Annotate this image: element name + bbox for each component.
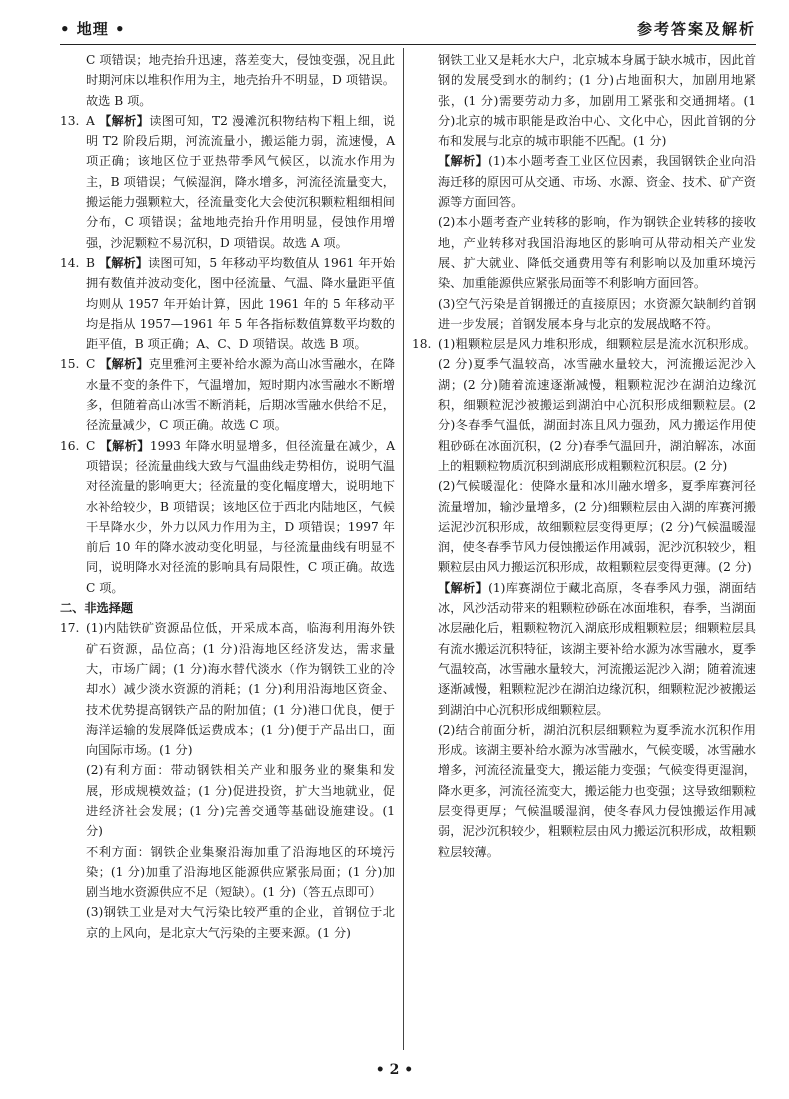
answer-item (60, 111, 395, 253)
section-heading: 二、非选择题 (60, 601, 134, 616)
question-number: 13. (60, 113, 80, 128)
answer-letter: C (86, 357, 96, 372)
question-number: 15. (60, 357, 80, 372)
question-number: 14. (60, 255, 80, 270)
analysis-tag: 【解析】 (99, 357, 149, 372)
left-column (60, 50, 395, 943)
question-number: 17. (60, 621, 80, 636)
analysis-tag: 【解析】 (99, 438, 150, 453)
answer-paragraph: (2)有利方面：带动钢铁相关产业和服务业的聚集和发展，形成规模效益；(1 分)促进投资，扩大当地就业，促进经济社会发展；(1 分)完善交通等基础设施建设。(1 分) (86, 763, 395, 839)
answer-paragraph: (2)结合前面分析，湖泊沉积层细颗粒为夏季流水沉积作用形成。该湖主要补给水源为冰雪融水，气候变暖，冰雪融水增多，河流径流量变大，搬运能力变强；气候变得更湿润，降水更多，河流径流变大，搬运能力也变强；这导致细颗粒层变得更厚；气候温暖湿润，使冬春风力侵蚀搬运作用减弱，泥沙沉积较少，粗颗粒层由风力搬运沉积形成，故粗颗粒层较薄。 (438, 722, 756, 859)
question-number: 18. (412, 337, 432, 352)
answer-text: (1)内陆铁矿资源品位低，开采成本高，临海利用海外铁矿石资源，品位高；(1 分)沿海地区经济发达，需求量大，市场广阔；(1 分)海水替代淡水（作为钢铁工业的冷却水）减少淡水资源的消耗；(1 分)利用沿海地区资金、技术优势提高钢铁产品的附加值；(1 分)港口优良，便于海洋运输的发展降低运费成本；(1 分)便于产品出口，面向国际市场。(1 分) (86, 621, 395, 758)
answer-letter: A (86, 113, 95, 128)
answer-item (412, 334, 756, 476)
analysis-tag: 【解析】 (438, 580, 489, 595)
answer-text: 克里雅河主要补给水源为高山冰雪融水，在降水量不变的条件下，气温增加，短时期内冰雪融水不断增多，但随着高山冰雪不断消耗，后期冰雪融水供给不足，径流量减少，C 项正确。故选 C 项。 (86, 357, 396, 433)
answer-paragraph: (2)气候暖湿化：使降水量和冰川融水增多，夏季库赛河径流量增加，输沙量增多，(2 分)细颗粒层由入湖的库赛河搬运泥沙沉积形成，故细颗粒层变得更厚；(2 分)气候温暖湿润，使冬春季节风力侵蚀搬运作用减弱，泥沙沉积较少，粗颗粒层由风力搬运沉积形成，故粗颗粒层变得更薄。(2 分) (438, 479, 756, 575)
header-rule (60, 44, 756, 45)
analysis-tag: 【解析】 (98, 255, 149, 270)
page-header (60, 14, 756, 42)
question-number: 16. (60, 438, 80, 453)
answer-paragraph: (2)本小题考查产业转移的影响，作为钢铁企业转移的接收地，产业转移对我国沿海地区的影响可从带动相关产业发展、扩大就业、降低交通费用等有利影响以及加重环境污染、加重能源供应紧张局面等不利影响方面回答。 (438, 215, 756, 291)
answer-letter: B (86, 255, 95, 270)
answer-item (60, 436, 395, 598)
continued-text: C 项错误；地壳抬升迅速，落差变大，侵蚀变强，况且此时期河床以堆积作用为主，地壳抬升不明显，D 项错误。故选 B 项。 (86, 53, 395, 108)
right-column (412, 50, 756, 862)
answer-item (60, 354, 395, 435)
analysis-tag: 【解析】 (99, 113, 150, 128)
column-divider (403, 48, 404, 1050)
answer-paragraph: 不利方面：钢铁企业集聚沿海加重了沿海地区的环境污染；(1 分)加重了沿海地区能源供应紧张局面；(1 分)加剧当地水资源供应不足（短缺）。(1 分)（答五点即可） (86, 844, 395, 900)
section-title: 参考答案及解析 (636, 20, 756, 38)
analysis-paragraph (412, 578, 756, 720)
answer-item (60, 253, 395, 354)
answer-text: (1)粗颗粒层是风力堆积形成，细颗粒层是流水沉积形成。(2 分)夏季气温较高，冰雪融水量较大，河流搬运泥沙入湖；(2 分)随着流速逐渐减慢，粗颗粒泥沙在湖泊边缘沉积，细颗粒泥沙被搬运到湖泊中心沉积形成细颗粒层。(2 分)冬春季气温低，湖面封冻且风力强劲，风力搬运作用使粗砂砾在冰面沉积，(2 分)春季气温回升，湖泊解冻，冰面上的粗颗粒物质沉积到湖底形成粗颗粒沉积层。(2 分) (438, 337, 756, 473)
page-number: • 2 • (375, 1062, 414, 1078)
answer-text: 读图可知，T2 漫滩沉积物结构下粗上细，说明 T2 阶段后期，河流流量小，搬运能力弱，流速慢，A 项正确；该地区位于亚热带季风气候区，以流水作用为主，B 项错误；气候湿润，降水增多，河流径流量变大，搬运能力强颗粒大，径流量变化大会使沉积颗粒粗细相间分布，C 项错误；盆地地壳抬升作用明显，侵蚀作用增强，沙泥颗粒不易沉积，D 项错误。故选 A 项。 (86, 113, 396, 250)
answer-text: 1993 年降水明显增多，但径流量在减少，A 项错误；径流量曲线大致与气温曲线走势相仿，说明气温对径流量的影响更大；径流量的变化幅度增大，说明地下水补给较少，B 项错误；该地区位于西北内陆地区，气候干旱降水少，外力以风力作用为主，D 项错误；1997 年前后 10 年的降水波动变化明显，与径流量曲线有明显不同，说明降水对径流的影响具有局限性，C 项正确。故选 C 项。 (86, 438, 396, 595)
answer-letter: C (86, 438, 96, 453)
analysis-paragraph (412, 151, 756, 212)
answer-paragraph: (3)钢铁工业是对大气污染比较严重的企业，首钢位于北京的上风向，是北京大气污染的主要来源。(1 分) (86, 905, 395, 940)
answer-paragraph: (3)空气污染是首钢搬迁的直接原因；水资源欠缺制约首钢进一步发展；首钢发展本身与北京的发展战略不符。 (438, 296, 756, 331)
analysis-text: (1)库赛湖位于藏北高原，冬春季风力强，湖面结冰，风沙活动带来的粗颗粒砂砾在冰面堆积，春季，当湖面冰层融化后，粗颗粒物沉入湖底形成粗颗粒层；细颗粒层具有流水搬运沉积特征，该湖主要补给水源为冰雪融水，夏季气温较高，冰雪融水量较大，河流搬运泥沙入湖；随着流速逐渐减慢，粗颗粒泥沙在湖泊边缘沉积，细颗粒泥沙被搬运到湖泊中心沉积形成细颗粒层。 (438, 580, 757, 717)
analysis-text: (1)本小题考查工业区位因素，我国钢铁企业向沿海迁移的原因可从交通、市场、水源、资金、技术、矿产资源等方面回答。 (438, 154, 757, 210)
answer-paragraph: 钢铁工业又是耗水大户，北京城本身属于缺水城市，因此首钢的发展受到水的制约；(1 分)占地面积大，加剧用地紧张，(1 分)需要劳动力多，加剧用工紧张和交通拥堵。(1 分)北京的城市职能是政治中心、文化中心，因此首钢的分布和发展与北京的城市职能不匹配。(1 分) (438, 53, 756, 149)
answer-item (60, 618, 395, 760)
answer-text: 读图可知，5 年移动平均数值从 1961 年开始拥有数值并波动变化，图中径流量、气温、降水量距平值均则从 1957 年开始计算，因此 1961 年的 5 年移动平均是指从 1957—1961 年 5 年各指标数值算数平均数的距平值，B 项正确；A、C、D 项错误。故选 B 项。 (86, 255, 396, 352)
subject-label: • 地理 • (60, 20, 126, 38)
analysis-tag: 【解析】 (438, 154, 489, 169)
